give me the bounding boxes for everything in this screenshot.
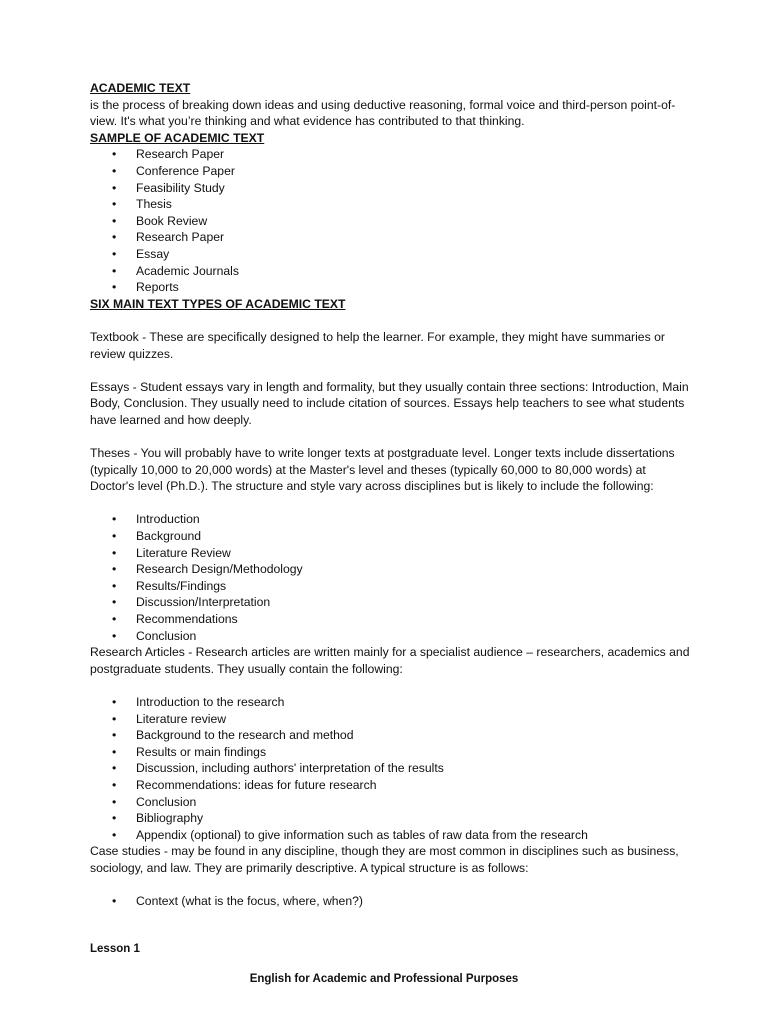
- list-item: • Thesis: [90, 196, 690, 213]
- list-item: • Book Review: [90, 213, 690, 230]
- list-item: • Introduction: [90, 511, 690, 528]
- list-item: • Discussion, including authors' interpretation of the results: [90, 760, 690, 777]
- document-body: [90, 80, 690, 910]
- research-list: [90, 694, 690, 843]
- textbook-paragraph: Textbook - These are specifically designed to help the learner. For example, they might have summaries or review quizzes.: [90, 329, 665, 361]
- list-item: • Discussion/Interpretation: [90, 594, 690, 611]
- list-item: • Literature review: [90, 711, 690, 728]
- theses-list: [90, 511, 690, 644]
- list-item: • Academic Journals: [90, 263, 690, 280]
- list-item: • Reports: [90, 279, 690, 296]
- footer-title: English for Academic and Professional Purposes: [249, 973, 519, 985]
- heading-academic-text: ACADEMIC TEXT: [90, 81, 191, 95]
- list-item: • Conclusion: [90, 794, 690, 811]
- spacer: [90, 495, 690, 512]
- intro-paragraph: is the process of breaking down ideas and using deductive reasoning, formal voice and third-person point-of-view. It's what you’re thinking and what evidence has contributed to that thinking.: [90, 97, 676, 129]
- spacer: [90, 428, 690, 445]
- spacer: [90, 877, 690, 894]
- essays-paragraph: Essays - Student essays vary in length and formality, but they usually contain three sections: Introduction, Main Body, Conclusion. They usually need to include citation of sources. Essays help teachers to see what students have learned and how deeply.: [90, 379, 689, 427]
- spacer: [90, 677, 690, 694]
- list-item: • Introduction to the research: [90, 694, 690, 711]
- list-item: • Recommendations: ideas for future research: [90, 777, 690, 794]
- theses-paragraph: Theses - You will probably have to write longer texts at postgraduate level. Longer texts include dissertations (typically 10,000 to 20,000 words) at the Master's level and theses (typically 60,000 to 80,000 words) at Doctor's level (Ph.D.). The structure and style vary across disciplines but is likely to include the following:: [90, 446, 675, 494]
- heading-six-types: SIX MAIN TEXT TYPES OF ACADEMIC TEXT: [90, 296, 346, 311]
- list-item: • Essay: [90, 246, 690, 263]
- list-item: • Bibliography: [90, 810, 690, 827]
- list-item: • Recommendations: [90, 611, 690, 628]
- list-item: • Research Paper: [90, 229, 690, 246]
- list-item: • Background to the research and method: [90, 727, 690, 744]
- list-item: • Conclusion: [90, 628, 690, 645]
- research-paragraph: Research Articles - Research articles are written mainly for a specialist audience – researchers, academics and postgraduate students. They usually contain the following:: [90, 645, 690, 676]
- list-item: • Research Paper: [90, 146, 690, 163]
- spacer: [90, 312, 690, 329]
- list-item: • Conference Paper: [90, 163, 690, 180]
- list-item: • Background: [90, 528, 690, 545]
- list-item: • Literature Review: [90, 545, 690, 562]
- list-item: • Context (what is the focus, where, when?): [90, 893, 690, 910]
- case-studies-paragraph: Case studies - may be found in any discipline, though they are most common in disciplines such as business, sociology, and law. They are primarily descriptive. A typical structure is as follows:: [90, 844, 679, 875]
- footer-lesson: Lesson 1: [90, 943, 140, 955]
- heading-sample: SAMPLE OF ACADEMIC TEXT: [90, 130, 265, 145]
- list-item: • Research Design/Methodology: [90, 561, 690, 578]
- list-item: • Results/Findings: [90, 578, 690, 595]
- case-list: [90, 893, 690, 910]
- list-item: • Results or main findings: [90, 744, 690, 761]
- list-item: • Feasibility Study: [90, 180, 690, 197]
- list-item: • Appendix (optional) to give information such as tables of raw data from the research: [90, 827, 690, 844]
- sample-list: [90, 146, 690, 295]
- spacer: [90, 362, 690, 379]
